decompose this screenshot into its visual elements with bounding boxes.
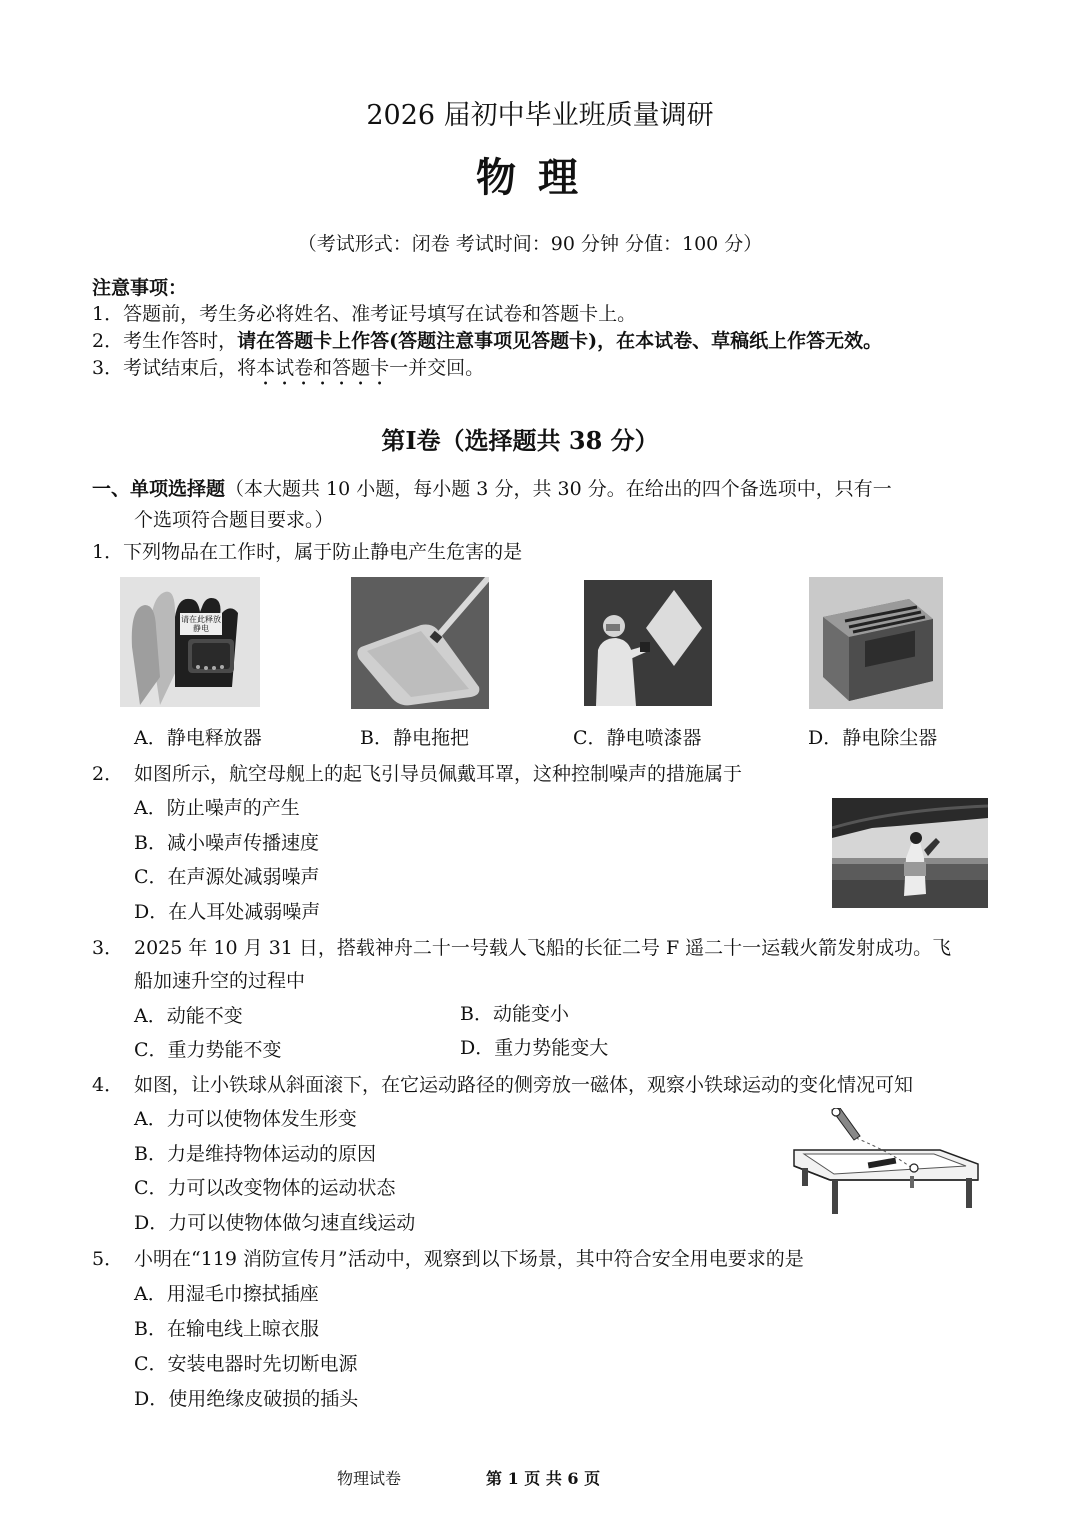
q5-option-b: B．在输电线上晾衣服 [134, 1318, 319, 1340]
section1-desc-1: （本大题共 10 小题，每小题 3 分，共 30 分。在给出的四个备选项中，只有一 [225, 478, 892, 500]
q4-option-d: D．力可以使物体做匀速直线运动 [134, 1212, 416, 1234]
q2-option-d: D．在人耳处减弱噪声 [134, 901, 321, 923]
part1-title: 第Ⅰ卷（选择题共 38 分） [381, 426, 659, 455]
q1-option-b: B．静电拖把 [360, 727, 469, 749]
subject-title: 物 理 [476, 154, 582, 201]
exam-info: （考试形式：闭卷 考试时间：90 分钟 分值：100 分） [297, 233, 763, 255]
section1-desc-2: 个选项符合题目要求。） [134, 509, 334, 531]
q5-stem: 小明在“119 消防宣传月”活动中，观察到以下场景，其中符合安全用电要求的是 [134, 1248, 804, 1270]
notes-item-2 [92, 329, 882, 353]
footer-page-number: 第 1 页 共 6 页 [486, 1469, 601, 1488]
q2-option-c: C．在声源处减弱噪声 [134, 866, 320, 888]
q3-stem-line1: 2025 年 10 月 31 日，搭载神舟二十一号载人飞船的长征二号 F 遥二十一运载火箭发射成功。飞 [134, 937, 952, 959]
notes-item-3 [92, 356, 484, 390]
q4-number: 4． [92, 1074, 124, 1096]
q3-option-d: D．重力势能变大 [460, 1037, 609, 1059]
q1-option-a: A．静电释放器 [134, 727, 262, 749]
q2-number: 2． [92, 763, 124, 785]
q2-option-b: B．减小噪声传播速度 [134, 832, 319, 854]
q1-image-b [351, 577, 489, 709]
q1-glove-label: 请在此释放静电 [181, 615, 221, 633]
q3-stem-line2: 船加速升空的过程中 [134, 970, 306, 992]
q4-image [790, 1108, 982, 1220]
notes-title: 注意事项： [92, 277, 188, 299]
q5-number: 5． [92, 1248, 124, 1270]
notes-item-2-bold-1: 请在答题卡上作答 [237, 330, 390, 352]
notes-item-3-dotted: 本试卷和答题卡 [256, 357, 390, 379]
q3-option-a: A．动能不变 [134, 1005, 243, 1027]
q2-stem: 如图所示，航空母舰上的起飞引导员佩戴耳罩，这种控制噪声的措施属于 [134, 763, 743, 785]
q5-option-d: D．使用绝缘皮破损的插头 [134, 1388, 359, 1410]
exam-title: 2026 届初中毕业班质量调研 [366, 100, 714, 131]
q1-image-a [120, 577, 260, 707]
q4-stem: 如图，让小铁球从斜面滚下，在它运动路径的侧旁放一磁体，观察小铁球运动的变化情况可知 [134, 1074, 914, 1096]
notes-item-1: 1．答题前，考生务必将姓名、准考证号填写在试卷和答题卡上。 [92, 303, 637, 325]
section1-heading: 一、单项选择题 [92, 478, 226, 500]
q2-image [832, 798, 988, 908]
notes-item-3-prefix: 3．考试结束后，将 [92, 357, 257, 379]
q3-option-c: C．重力势能不变 [134, 1039, 282, 1061]
q1-stem: 1．下列物品在工作时，属于防止静电产生危害的是 [92, 541, 523, 563]
footer-paper-name: 物理试卷 [337, 1469, 402, 1488]
q3-option-b: B．动能变小 [460, 1003, 569, 1025]
notes-item-2-prefix: 2．考生作答时， [92, 330, 238, 352]
notes-item-2-mid: (答题注意事项见答题卡)， [389, 330, 617, 352]
q1-option-c: C．静电喷漆器 [573, 727, 702, 749]
notes-item-2-bold-2: 在本试卷、草稿纸上作答无效。 [616, 330, 883, 352]
q2-option-a: A．防止噪声的产生 [134, 797, 300, 819]
q5-option-a: A．用湿毛巾擦拭插座 [134, 1283, 319, 1305]
q5-option-c: C．安装电器时先切断电源 [134, 1353, 358, 1375]
q3-number: 3． [92, 937, 124, 959]
q1-image-c [584, 580, 712, 706]
q1-option-d: D．静电除尘器 [808, 727, 938, 749]
q1-image-d [809, 577, 943, 709]
q4-option-c: C．力可以改变物体的运动状态 [134, 1177, 396, 1199]
section1-heading-line1 [92, 477, 892, 501]
notes-item-3-suffix: 一并交回。 [389, 357, 485, 379]
q4-option-b: B．力是维持物体运动的原因 [134, 1143, 376, 1165]
q4-option-a: A．力可以使物体发生形变 [134, 1108, 357, 1130]
